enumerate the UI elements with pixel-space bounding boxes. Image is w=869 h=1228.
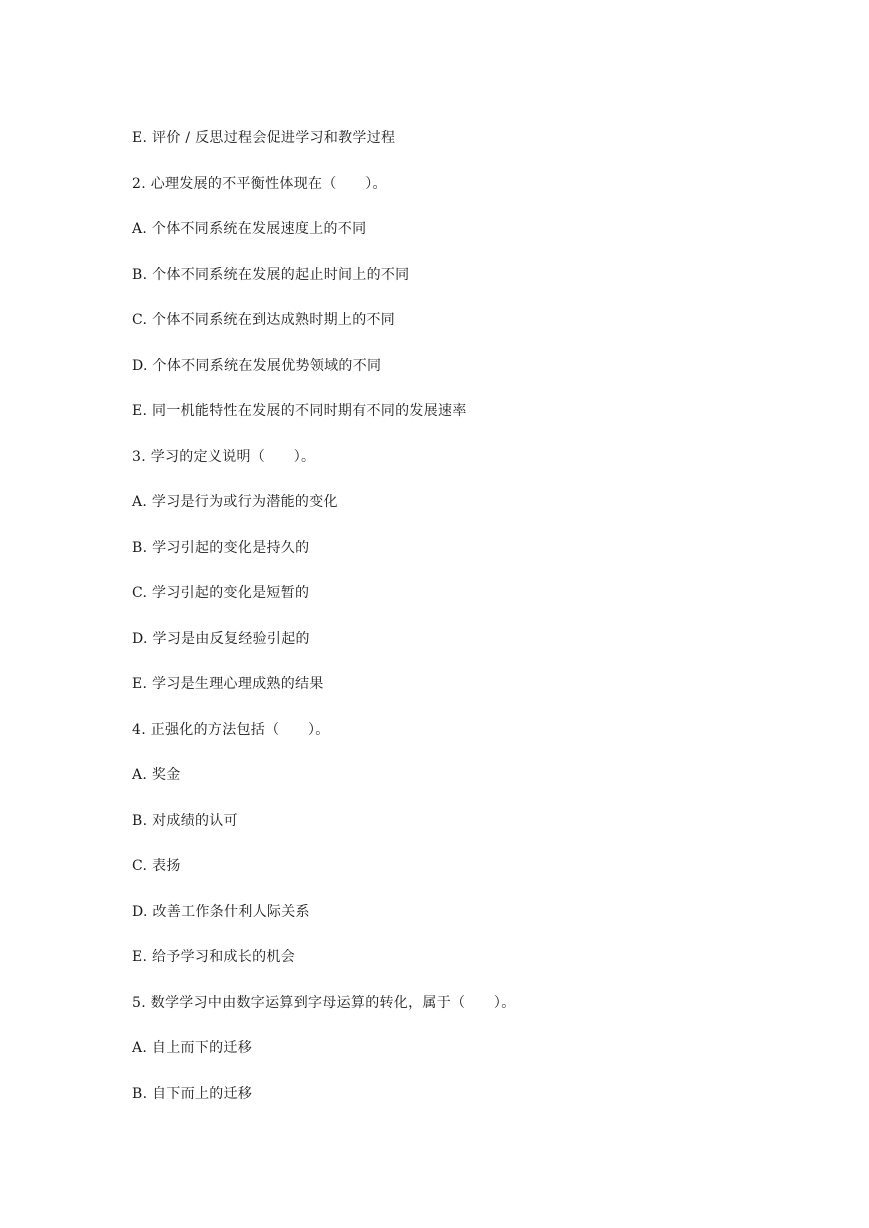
option-e-q3: E. 学习是生理心理成熟的结果 bbox=[132, 676, 324, 692]
option-b-q5: B. 自下而上的迁移 bbox=[132, 1086, 253, 1102]
option-e-q4: E. 给予学习和成长的机会 bbox=[132, 949, 296, 965]
option-e-q1: E. 评价 / 反思过程会促进学习和教学过程 bbox=[132, 130, 396, 146]
option-a-q3: A. 学习是行为或行为潜能的变化 bbox=[132, 494, 338, 510]
option-b-q3: B. 学习引起的变化是持久的 bbox=[132, 540, 310, 556]
question-5: 5. 数学学习中由数字运算到字母运算的转化，属于（ ）。 bbox=[132, 995, 516, 1011]
question-2: 2. 心理发展的不平衡性体现在（ ）。 bbox=[132, 176, 387, 192]
option-c-q3: C. 学习引起的变化是短暂的 bbox=[132, 585, 310, 601]
option-d-q3: D. 学习是由反复经验引起的 bbox=[132, 631, 310, 647]
option-b-q2: B. 个体不同系统在发展的起止时间上的不同 bbox=[132, 267, 410, 283]
option-a-q5: A. 自上而下的迁移 bbox=[132, 1040, 253, 1056]
option-d-q2: D. 个体不同系统在发展优势领域的不同 bbox=[132, 358, 382, 374]
option-a-q4: A. 奖金 bbox=[132, 767, 181, 783]
option-a-q2: A. 个体不同系统在发展速度上的不同 bbox=[132, 221, 367, 237]
question-3: 3. 学习的定义说明（ ）。 bbox=[132, 449, 316, 465]
option-c-q4: C. 表扬 bbox=[132, 858, 181, 874]
option-b-q4: B. 对成绩的认可 bbox=[132, 813, 238, 829]
option-d-q4: D. 改善工作条什利人际关系 bbox=[132, 904, 310, 920]
option-e-q2: E. 同一机能特性在发展的不同时期有不同的发展速率 bbox=[132, 403, 467, 419]
question-4: 4. 正强化的方法包括（ ）。 bbox=[132, 722, 330, 738]
option-c-q2: C. 个体不同系统在到达成熟时期上的不同 bbox=[132, 312, 396, 328]
